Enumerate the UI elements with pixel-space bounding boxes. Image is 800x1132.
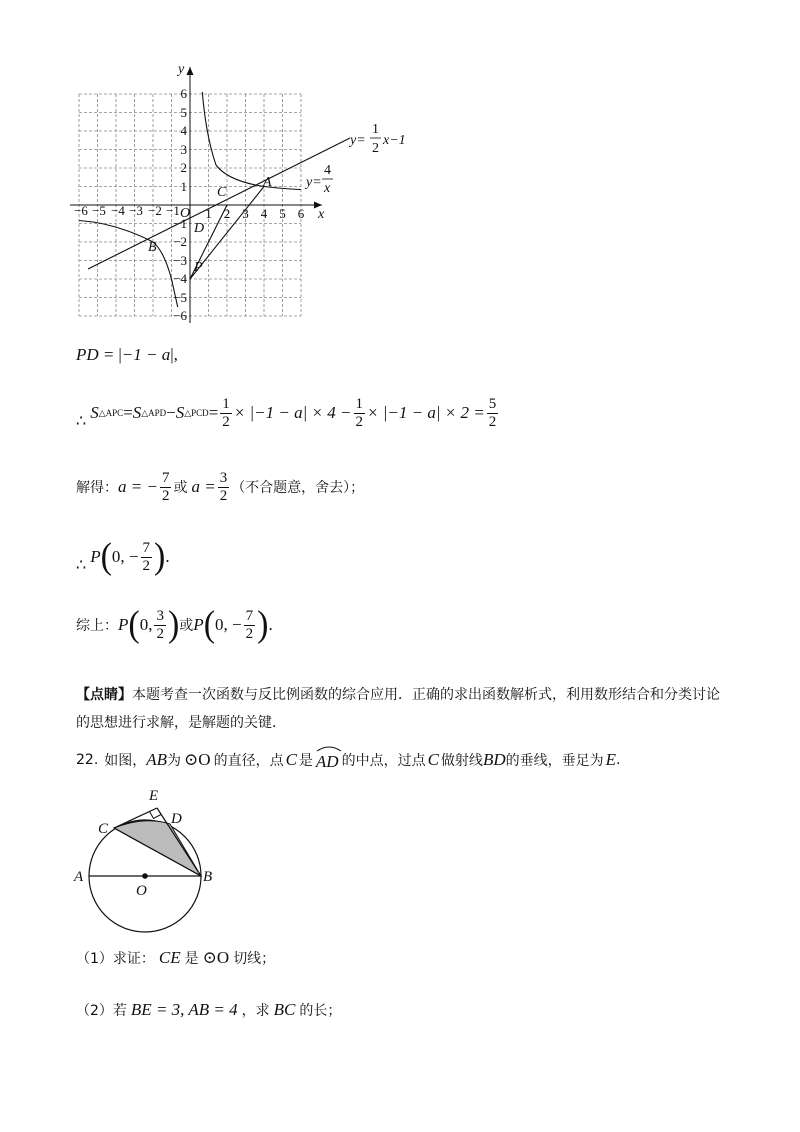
p1-tail: .	[165, 547, 170, 566]
x-axis-label: x	[318, 207, 325, 222]
x-tick-label: −1	[166, 203, 180, 218]
summary-p1-fraction: $\frac{3}{2}$	[156, 608, 164, 642]
solve-a2-fraction: $\frac{3}{2}$	[219, 470, 228, 504]
q22-text-h: .	[616, 752, 621, 768]
solve-label: 解得：	[76, 480, 118, 496]
area-term1: × |−1 − a| × 4 −	[233, 403, 352, 422]
area-s1: S	[90, 403, 99, 422]
solve-or: 或	[173, 480, 188, 496]
p1-inner: 0, −	[111, 547, 139, 566]
q22-bd: BD	[482, 750, 506, 769]
q22-text-g: 的垂线，垂足为	[505, 753, 604, 769]
summary-p1-inner: 0,	[139, 615, 153, 634]
fig-label-b: B	[203, 869, 213, 885]
fig-label-c: C	[98, 821, 109, 837]
summary-p2-symbol: P	[193, 615, 204, 634]
point-a-label: A	[263, 175, 272, 190]
hyperbola-branch-right	[202, 92, 301, 190]
fig-label-d: D	[171, 811, 182, 827]
q22-c: C	[285, 750, 297, 769]
y-tick-label: −4	[173, 271, 187, 286]
hyperbola-equation-num: 4	[324, 163, 331, 178]
line-equation-num: 1	[372, 122, 379, 137]
question-number: 22.	[76, 752, 99, 768]
point-d-label: D	[194, 221, 205, 236]
pd-expression: PD = | −1 − a | ,	[76, 345, 178, 364]
q22-e: E	[605, 750, 616, 769]
area-equation	[76, 395, 500, 431]
center-dot	[142, 873, 148, 879]
hyperbola-equation-prefix: y=	[306, 175, 322, 190]
q22-arc-ad: AD	[316, 748, 339, 772]
line-equation-den: 2	[372, 141, 379, 156]
q22-text-c: 的直径，点	[213, 753, 284, 769]
area-sub3: △PCD	[184, 407, 209, 418]
part1-tail: 切线；	[233, 951, 276, 967]
fig-label-a: A	[74, 869, 84, 885]
summary-p2-inner: 0, −	[215, 615, 242, 634]
part2-text: ，求	[241, 1003, 270, 1019]
fig-label-o: O	[136, 883, 147, 899]
comment-label: 【点睛】	[76, 687, 132, 703]
summary-line: 综上： P ( 0, $\frac{3}{2}$ ) 或 P ( 0, − $\frac{7}{2}$ ) .	[76, 604, 273, 645]
point-b-label: B	[148, 240, 157, 255]
comment-line2: 的思想进行求解，是解题的关键．	[76, 715, 286, 731]
point-p-symbol: P	[90, 547, 101, 566]
part1-text: 是	[184, 951, 199, 967]
x-tick-label: 1	[205, 206, 212, 221]
y-tick-label: 6	[180, 86, 187, 101]
comment-block	[76, 681, 756, 737]
minus-sign: −	[166, 403, 176, 422]
part1-ce: CE	[158, 948, 181, 967]
y-tick-label: −5	[173, 290, 187, 305]
linear-function-line	[88, 138, 350, 269]
p-result-line: ∴ P ( 0, − $\frac{7}{2}$ ) .	[76, 536, 170, 577]
y-tick-label: 5	[180, 105, 187, 120]
part2-label: （2）若	[76, 1003, 127, 1019]
x-tick-label: −6	[74, 203, 88, 218]
part2-bc: BC	[273, 1000, 296, 1019]
q22-text-e: 的中点，过点	[341, 753, 426, 769]
therefore-symbol-2: ∴	[76, 557, 87, 574]
x-tick-label: 4	[260, 206, 268, 221]
part1-label: （1）求证：	[76, 951, 155, 967]
point-p-label: P	[194, 260, 203, 275]
solve-a1: a = −	[118, 477, 158, 496]
y-tick-label: 1	[180, 179, 187, 194]
pd-tail: ,	[173, 345, 178, 364]
area-sub2: △APD	[141, 407, 167, 418]
comment-line1: 本题考查一次函数与反比例函数的综合应用．正确的求出函数解析式，利用数形结合和分类讨论	[132, 687, 720, 703]
circle-figure	[70, 780, 240, 940]
solve-note: （不合题意，舍去）；	[231, 480, 365, 496]
q22-text-f: 做射线	[440, 753, 483, 769]
hyperbola-equation-den: x	[324, 181, 331, 196]
y-axis-arrow	[187, 67, 194, 75]
half-fraction-2: $\frac{1}{2}$	[355, 396, 363, 430]
part1-circle-o: ⊙O	[202, 948, 230, 967]
x-tick-label: −2	[148, 203, 162, 218]
origin-label: O	[180, 206, 191, 221]
line-equation-suffix: x−1	[383, 133, 406, 148]
equals-sign-2: =	[208, 403, 219, 422]
half-fraction: $\frac{1}{2}$	[222, 396, 230, 430]
hyperbola-branch-left	[79, 221, 178, 308]
fig-label-e: E	[149, 788, 159, 804]
shaded-region	[114, 821, 201, 876]
summary-p1-symbol: P	[118, 615, 129, 634]
summary-tail: .	[268, 615, 273, 634]
question-22-part2	[76, 1000, 341, 1020]
q22-ab: AB	[146, 750, 168, 769]
x-tick-label: −5	[92, 203, 106, 218]
area-s3: S	[175, 403, 185, 422]
area-s2: S	[132, 403, 142, 422]
x-tick-label: 6	[297, 206, 305, 221]
x-tick-label: −4	[111, 203, 125, 218]
q22-circle-o: ⊙O	[184, 750, 211, 769]
q22-c2: C	[427, 750, 439, 769]
question-22-part1	[76, 948, 275, 968]
pd-lhs: PD =	[76, 345, 115, 364]
summary-p2-fraction: $\frac{7}{2}$	[245, 608, 254, 642]
part2-tail: 的长；	[299, 1003, 342, 1019]
y-tick-label: −6	[173, 308, 187, 323]
y-tick-label: 4	[180, 123, 187, 138]
x-tick-label: 3	[242, 206, 249, 221]
y-tick-label: −3	[173, 253, 187, 268]
summary-or: 或	[179, 618, 194, 634]
x-tick-label: 2	[223, 206, 231, 221]
q22-text-b: 为	[167, 753, 182, 769]
equals-sign: =	[123, 403, 133, 422]
therefore-symbol: ∴	[76, 413, 87, 430]
solve-line	[76, 470, 364, 504]
y-tick-label: −2	[173, 234, 187, 249]
p1-fraction: $\frac{7}{2}$	[142, 540, 150, 574]
function-graph	[60, 55, 420, 325]
x-tick-label: 5	[279, 206, 286, 221]
y-tick-label: 3	[180, 142, 187, 157]
q22-text-d: 是	[298, 753, 313, 769]
area-result-fraction: $\frac{5}{2}$	[488, 396, 497, 430]
point-c-label: C	[217, 185, 227, 200]
y-tick-label: −1	[173, 216, 187, 231]
y-tick-label: 2	[180, 160, 187, 175]
pd-abs-value: −1 − a	[121, 345, 171, 364]
solve-a1-fraction: $\frac{7}{2}$	[161, 470, 170, 504]
solve-a2: a =	[191, 477, 216, 496]
line-equation-prefix: y=	[350, 133, 366, 148]
area-sub1: △APC	[98, 407, 124, 418]
question-22-stem	[76, 748, 620, 772]
x-tick-label: −3	[129, 203, 143, 218]
summary-label: 综上：	[76, 618, 118, 634]
part2-condition: BE = 3, AB = 4	[130, 1000, 238, 1019]
area-term2: × |−1 − a| × 2 =	[367, 403, 485, 422]
q22-text-a: 如图，	[104, 753, 147, 769]
y-axis-label: y	[178, 62, 185, 77]
